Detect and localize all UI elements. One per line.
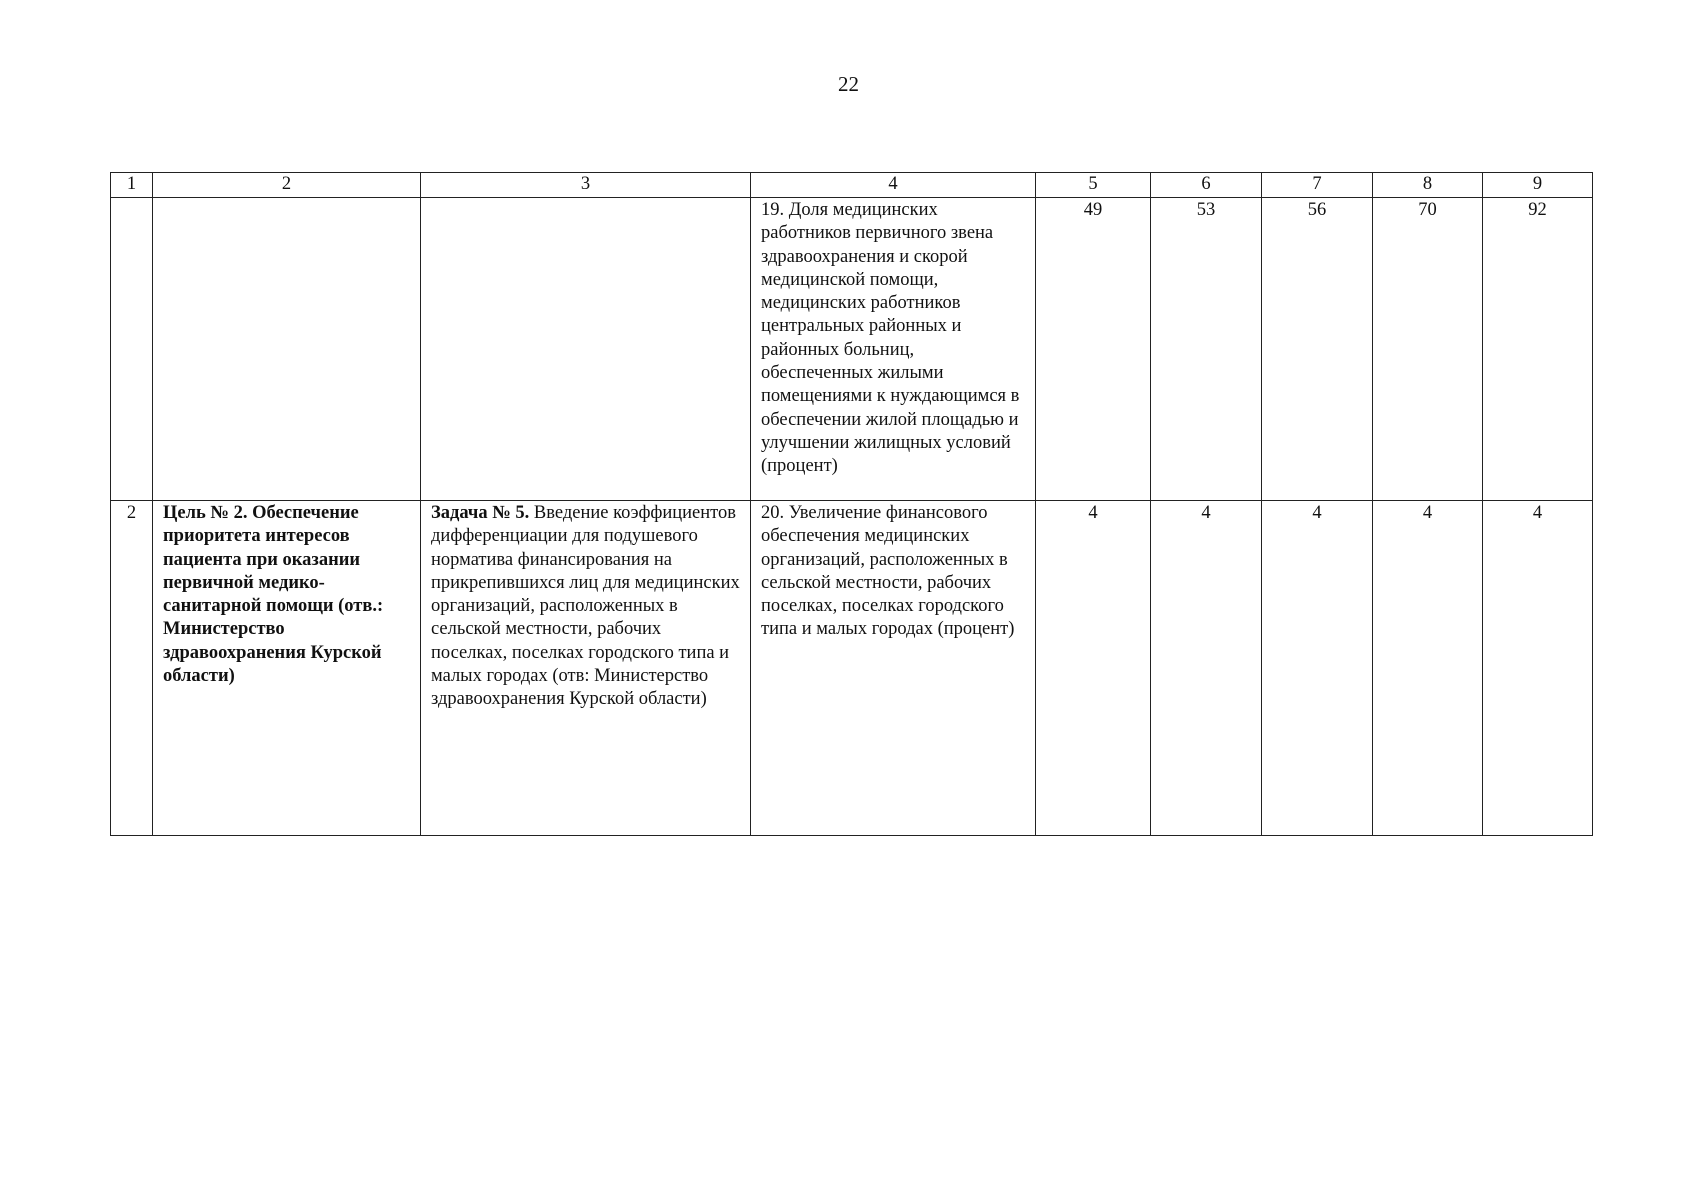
row-number-cell: 2 xyxy=(111,501,153,836)
column-header: 3 xyxy=(421,173,751,198)
value-cell-col5: 4 xyxy=(1036,501,1151,836)
indicator-cell: 19. Доля медицинских работников первичного звена здравоохранения и скорой медицинской помощи, медицинских работников центральных районных и районных больниц, обеспеченных жилыми помещениями к нуждающимся в обеспечении жилой площадью и улучшении жилищных условий (процент) xyxy=(751,198,1036,501)
column-header: 1 xyxy=(111,173,153,198)
indicators-table xyxy=(110,172,1593,836)
column-header: 2 xyxy=(153,173,421,198)
table-row xyxy=(111,501,1593,836)
value-cell-col9: 92 xyxy=(1483,198,1593,501)
goal-cell: Цель № 2. Обеспечение приоритета интересов пациента при оказании первичной медико-санитарной помощи (отв.: Министерство здравоохранения Курской области) xyxy=(153,501,421,836)
value-cell-col8: 4 xyxy=(1373,501,1483,836)
goal-cell xyxy=(153,198,421,501)
value-cell-col9: 4 xyxy=(1483,501,1593,836)
column-header: 6 xyxy=(1151,173,1262,198)
table-header-row xyxy=(111,173,1593,198)
task-cell xyxy=(421,501,751,836)
task-cell xyxy=(421,198,751,501)
task-text: Введение коэффициентов дифференциации для подушевого норматива финансирования на прикрепившихся лиц для медицинских организаций, расположенных в сельской местности, рабочих поселках, поселках городского типа и малых городах (отв: Министерство здравоохранения Курской области) xyxy=(431,503,740,710)
column-header: 8 xyxy=(1373,173,1483,198)
value-cell-col7: 56 xyxy=(1262,198,1373,501)
value-cell-col6: 53 xyxy=(1151,198,1262,501)
value-cell-col7: 4 xyxy=(1262,501,1373,836)
value-cell-col6: 4 xyxy=(1151,501,1262,836)
page-number: 22 xyxy=(838,72,859,96)
indicator-cell: 20. Увеличение финансового обеспечения медицинских организаций, расположенных в сельской местности, рабочих поселках, поселках городского типа и малых городах (процент) xyxy=(751,501,1036,836)
column-header: 4 xyxy=(751,173,1036,198)
table-row xyxy=(111,198,1593,501)
column-header: 9 xyxy=(1483,173,1593,198)
column-header: 5 xyxy=(1036,173,1151,198)
row-number-cell xyxy=(111,198,153,501)
value-cell-col8: 70 xyxy=(1373,198,1483,501)
column-header: 7 xyxy=(1262,173,1373,198)
value-cell-col5: 49 xyxy=(1036,198,1151,501)
task-title: Задача № 5. xyxy=(431,503,530,523)
